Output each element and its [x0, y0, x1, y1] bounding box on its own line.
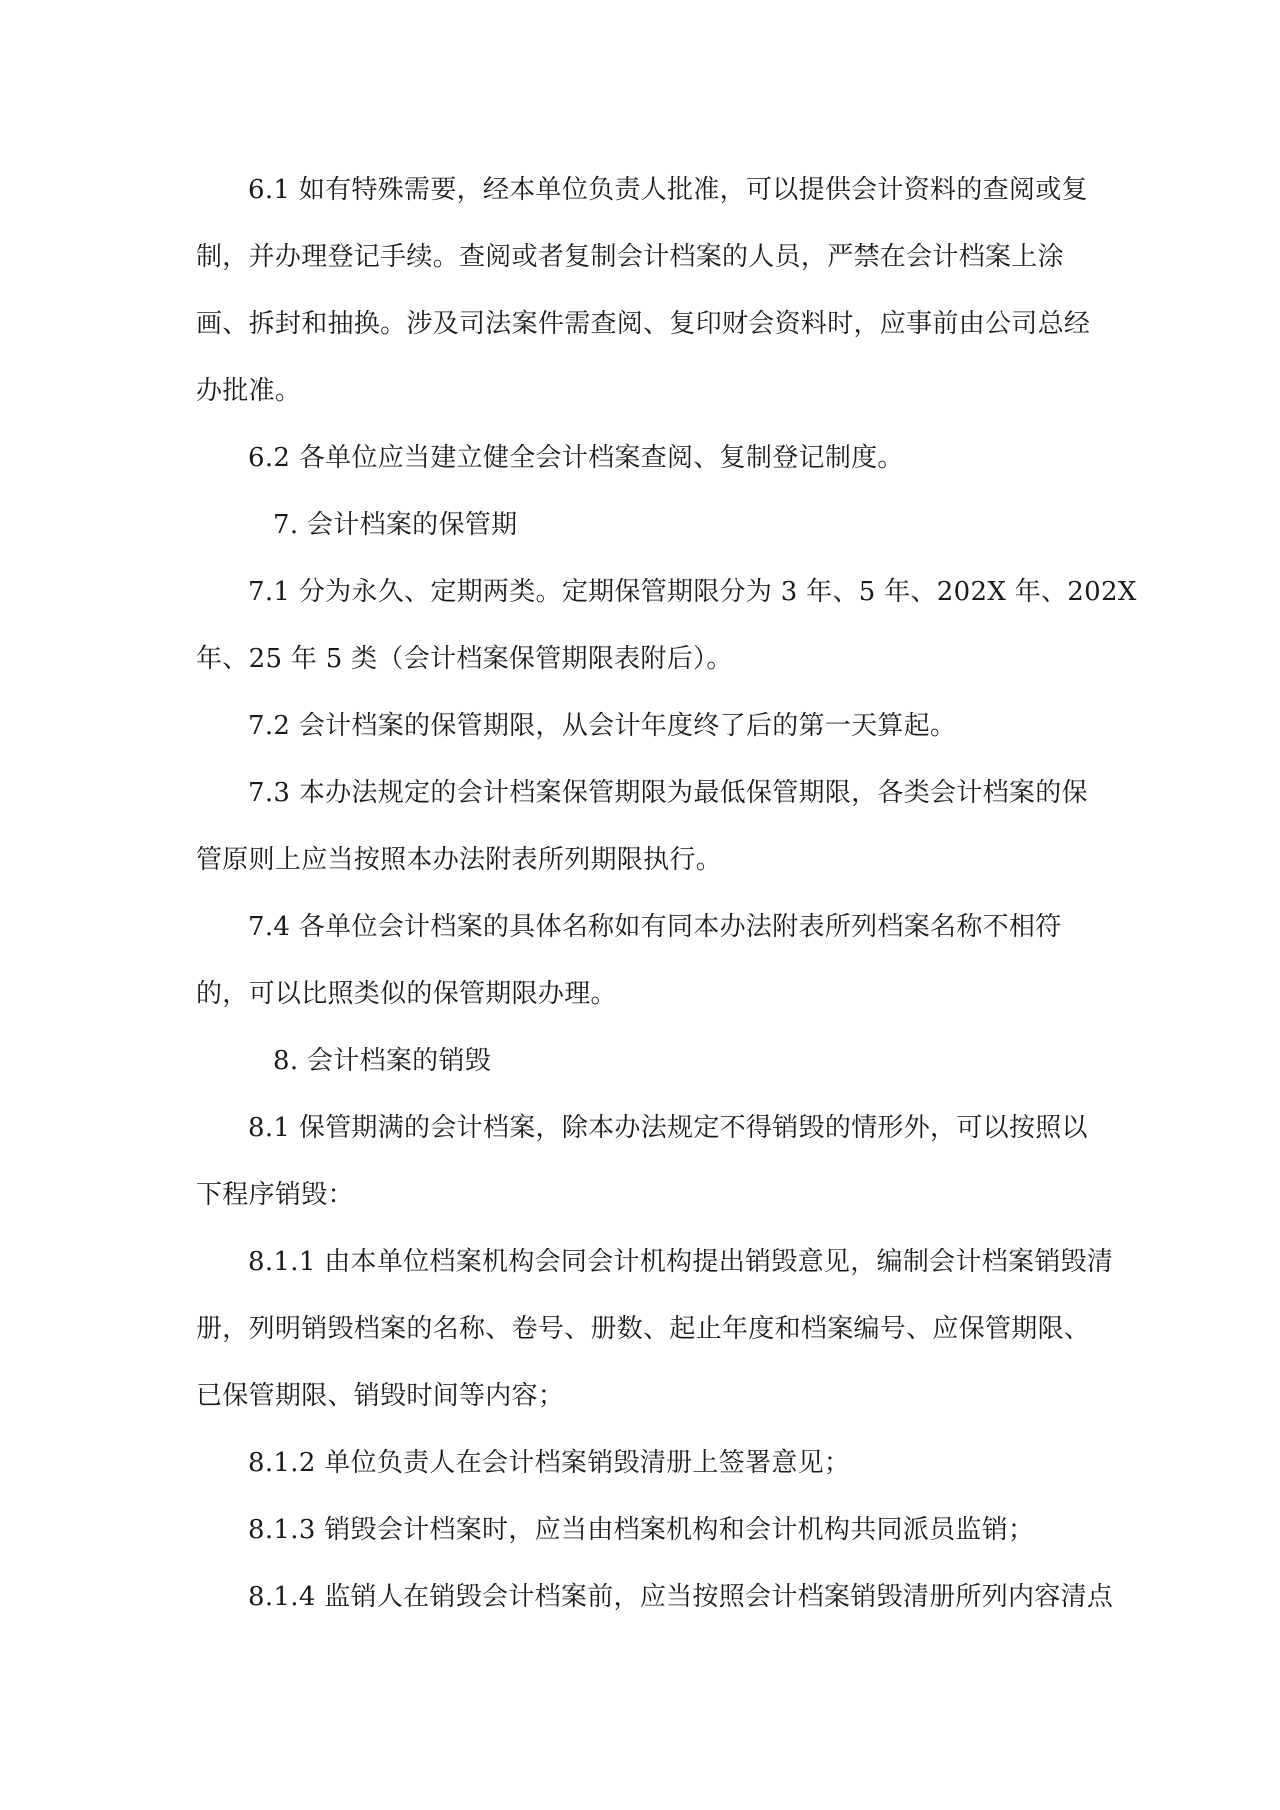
- paragraph-7-4-line-2: 的，可以比照类似的保管期限办理。: [196, 979, 617, 1009]
- section-heading-7: 7. 会计档案的保管期: [273, 510, 518, 540]
- paragraph-8-1-4-line-1: 8.1.4 监销人在销毁会计档案前，应当按照会计档案销毁清册所列内容清点: [248, 1582, 1114, 1612]
- paragraph-7-1-line-1: 7.1 分为永久、定期两类。定期保管期限分为 3 年、5 年、202X 年、202X: [248, 577, 1137, 607]
- section-heading-8: 8. 会计档案的销毁: [273, 1046, 492, 1076]
- paragraph-6-2: 6.2 各单位应当建立健全会计档案查阅、复制登记制度。: [248, 443, 904, 473]
- paragraph-7-4-line-1: 7.4 各单位会计档案的具体名称如有同本办法附表所列档案名称不相符: [248, 912, 1062, 942]
- paragraph-8-1-1-line-1: 8.1.1 由本单位档案机构会同会计机构提出销毁意见，编制会计档案销毁清: [248, 1247, 1114, 1277]
- paragraph-7-1-line-2: 年、25 年 5 类（会计档案保管期限表附后）。: [196, 644, 733, 674]
- paragraph-6-1-line-4: 办批准。: [196, 376, 302, 406]
- paragraph-8-1-1-line-2: 册，列明销毁档案的名称、卷号、册数、起止年度和档案编号、应保管期限、: [196, 1314, 1091, 1344]
- paragraph-8-1-3: 8.1.3 销毁会计档案时，应当由档案机构和会计机构共同派员监销；: [248, 1515, 1035, 1545]
- paragraph-8-1-line-2: 下程序销毁：: [196, 1180, 354, 1210]
- paragraph-8-1-2: 8.1.2 单位负责人在会计档案销毁清册上签署意见；: [248, 1448, 851, 1478]
- paragraph-8-1-1-line-3: 已保管期限、销毁时间等内容；: [196, 1381, 565, 1411]
- paragraph-6-1-line-1: 6.1 如有特殊需要，经本单位负责人批准，可以提供会计资料的查阅或复: [248, 175, 1088, 205]
- paragraph-7-3-line-2: 管原则上应当按照本办法附表所列期限执行。: [196, 845, 723, 875]
- paragraph-6-1-line-2: 制，并办理登记手续。查阅或者复制会计档案的人员，严禁在会计档案上涂: [196, 242, 1064, 272]
- paragraph-7-2: 7.2 会计档案的保管期限，从会计年度终了后的第一天算起。: [248, 711, 957, 741]
- paragraph-8-1-line-1: 8.1 保管期满的会计档案，除本办法规定不得销毁的情形外，可以按照以: [248, 1113, 1088, 1143]
- paragraph-6-1-line-3: 画、拆封和抽换。涉及司法案件需查阅、复印财会资料时，应事前由公司总经: [196, 309, 1091, 339]
- paragraph-7-3-line-1: 7.3 本办法规定的会计档案保管期限为最低保管期限，各类会计档案的保: [248, 778, 1088, 808]
